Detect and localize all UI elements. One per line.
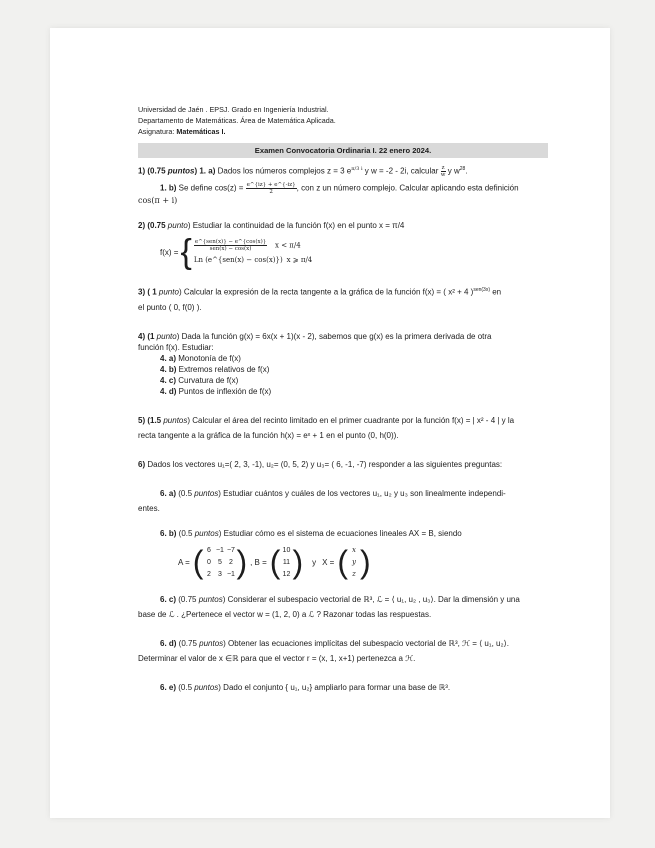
subject-name: Matemáticas I. <box>176 127 226 136</box>
fraction-cos-def: $\frac{e\^{}\{iz\} + e\^{}\{-iz\}}{2}$ <box>246 182 296 196</box>
question-6c-line2: base de ℒ . ¿Pertenece el vector w = (1, 2, 0) a ℒ ? Razonar todas las respuestas. <box>138 609 432 619</box>
question-6d: 6. d) (0.75 puntos) Obtener las ecuaciones implícitas del subespacio vectorial de ℝ³, ℋ = ⟨ u₁, u₂⟩. <box>160 638 509 648</box>
question-1b: 1. b) Se define cos(z) = $\frac{e\^{}\{iz\} + e\^{}\{-iz\}}{2}$ , con z un número complejo. Calcular aplicando esta definición <box>160 182 519 196</box>
case-2: Ln (e^{sen(x) − cos(x)}) x ⩾ π/4 <box>193 255 313 264</box>
piecewise-function: f(x) = { $\frac{\text{e\textasciicircum{}\{sen(x)\} − e\textasciicircum{}\{cos(x)\}}}{\text{sen(x) − cos(x)}}$ x < π/4 Ln (e^{sen(x) − cos(x)}) x ⩾ π/4 <box>160 233 313 272</box>
question-4a: 4. a) Monotonía de f(x) <box>160 353 241 363</box>
header-department: Departamento de Matemáticas. Área de Matemática Aplicada. <box>138 116 336 125</box>
question-5-line2: recta tangente a la gráfica de la función h(x) = eˣ + 1 en el punto (0, h(0)). <box>138 430 399 440</box>
question-4-line2: función f(x). Estudiar: <box>138 342 214 352</box>
header-university: Universidad de Jaén . EPSJ. Grado en Ingeniería Industrial. <box>138 105 329 114</box>
question-6d-line2: Determinar el valor de x ∈ℝ para que el vector r = (x, 1, x+1) pertenezca a ℋ. <box>138 653 416 663</box>
header-subject: Asignatura: Matemáticas I. <box>138 127 226 136</box>
question-4c: 4. c) Curvatura de f(x) <box>160 375 239 385</box>
question-6: 6) Dados los vectores u₁=( 2, 3, -1), u₂= (0, 5, 2) y u₃= ( 6, -1, -7) responder a las siguientes preguntas: <box>138 459 503 469</box>
question-6a-line2: entes. <box>138 503 160 513</box>
question-6b: 6. b) (0.5 puntos) Estudiar cómo es el sistema de ecuaciones lineales AX = B, siendo <box>160 528 462 538</box>
question-4b: 4. b) Extremos relativos de f(x) <box>160 364 270 374</box>
question-6e: 6. e) (0.5 puntos) Dado el conjunto { u₁, u₂} ampliarlo para formar una base de ℝ³. <box>160 682 451 692</box>
question-3-line2: el punto ( 0, f(0) ). <box>138 302 202 312</box>
header <box>138 104 548 137</box>
matrix-A: ( 6 −1 −7 0 5 2 2 3 −1 ) <box>192 544 248 581</box>
question-6c: 6. c) (0.75 puntos) Considerar el subespacio vectorial de ℝ³, ℒ = ⟨ u₁, u₂ , u₃⟩. Dar la dimensión y una <box>160 594 520 604</box>
matrix-X: ( x y z ) <box>337 544 371 581</box>
question-3: 3) ( 1 punto) Calcular la expresión de la recta tangente a la gráfica de la función f(x) = ( x² + 4 )$^{sen(3x)}$ en <box>138 287 502 297</box>
question-5: 5) (1.5 puntos) Calcular el área del recinto limitado en el primer cuadrante por la función f(x) = | x² - 4 | y la <box>138 415 515 425</box>
fraction-z-over-w: $\frac{z}{w}$ <box>440 165 446 179</box>
matrix-B: ( 10 11 12 ) <box>269 544 304 581</box>
matrix-system: A = ( 6 −1 −7 0 5 2 2 3 −1 ) , B = ( 10 11 12 ) y X = ( x y z ) <box>178 544 371 581</box>
question-4d: 4. d) Puntos de inflexión de f(x) <box>160 386 272 396</box>
left-brace: { <box>180 233 192 272</box>
exam-content <box>138 104 548 693</box>
question-2: 2) (0.75 punto) Estudiar la continuidad de la función f(x) en el punto x = π/4 <box>138 221 405 231</box>
question-4: 4) (1 punto) Dada la función g(x) = 6x(x + 1)(x - 2), sabemos que g(x) es la primera derivada de otra <box>138 331 492 341</box>
exam-title: Examen Convocatoria Ordinaria I. 22 enero 2024. <box>138 143 548 158</box>
question-1a: 1) (0.75 puntos) 1. a) Dados los números complejos z = 3 $e^{\pi/3 i}$ y w = -2 - 2i, calcular $\frac{z}{w}$ y $w^{28}$. <box>138 165 468 179</box>
question-1b-line2: cos(π + i) <box>138 196 178 206</box>
case-1: $\frac{\text{e\textasciicircum{}\{sen(x)\} − e\textasciicircum{}\{cos(x)\}}}{\text{sen(x) − cos(x)}}$ x < π/4 <box>194 238 301 252</box>
question-6a: 6. a) (0.5 puntos) Estudiar cuántos y cuáles de los vectores u₁, u₂ y u₃ son linealmente independi- <box>160 488 506 498</box>
